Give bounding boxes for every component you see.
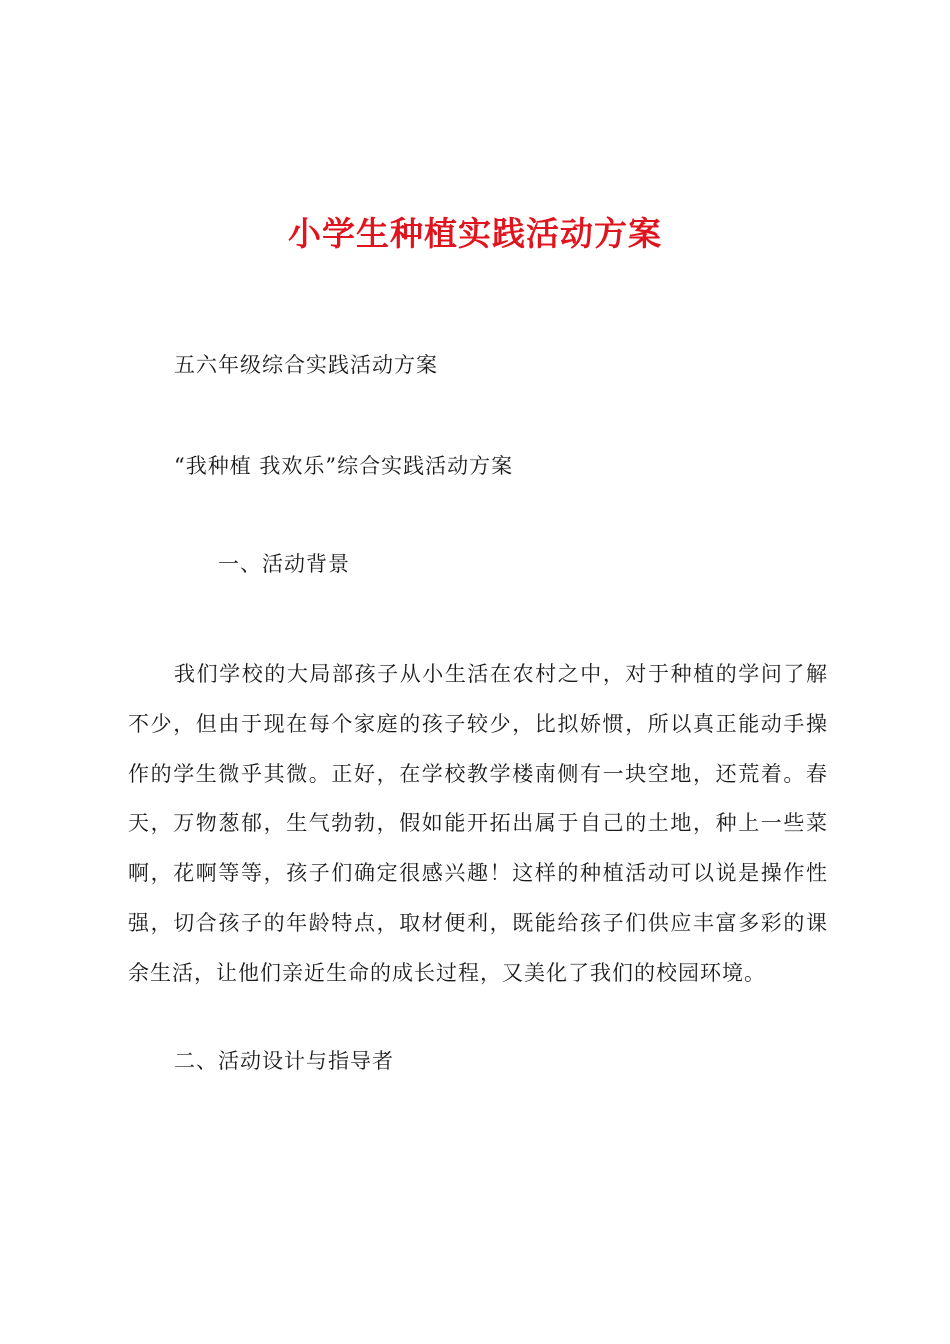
subtitle-grade-plan: 五六年级综合实践活动方案 [174, 353, 438, 377]
subtitle-activity-name: “我种植 我欢乐”综合实践活动方案 [174, 454, 514, 478]
paragraph-line: 余生活，让他们亲近生命的成长过程，又美化了我们的校园环境。 [128, 960, 766, 985]
section-heading-background: 一、活动背景 [218, 552, 350, 576]
paragraph-line: 强，切合孩子的年龄特点，取材便利，既能给孩子们供应丰富多彩的课 [128, 910, 828, 935]
paragraph-line: 啊，花啊等等，孩子们确定很感兴趣！这样的种植活动可以说是操作性 [128, 861, 828, 886]
paragraph-line: 天，万物葱郁，生气勃勃，假如能开拓出属于自己的土地，种上一些菜 [128, 811, 828, 836]
paragraph-line: 不少，但由于现在每个家庭的孩子较少，比拟娇惯，所以真正能动手操 [128, 711, 828, 736]
paragraph-line: 作的学生微乎其微。正好，在学校教学楼南侧有一块空地，还荒着。春 [128, 761, 828, 786]
background-paragraph [128, 650, 828, 999]
section-heading-designers: 二、活动设计与指导者 [174, 1049, 394, 1073]
document-title: 小学生种植实践活动方案 [288, 214, 662, 253]
paragraph-line: 我们学校的大局部孩子从小生活在农村之中，对于种植的学问了解 [174, 662, 828, 686]
